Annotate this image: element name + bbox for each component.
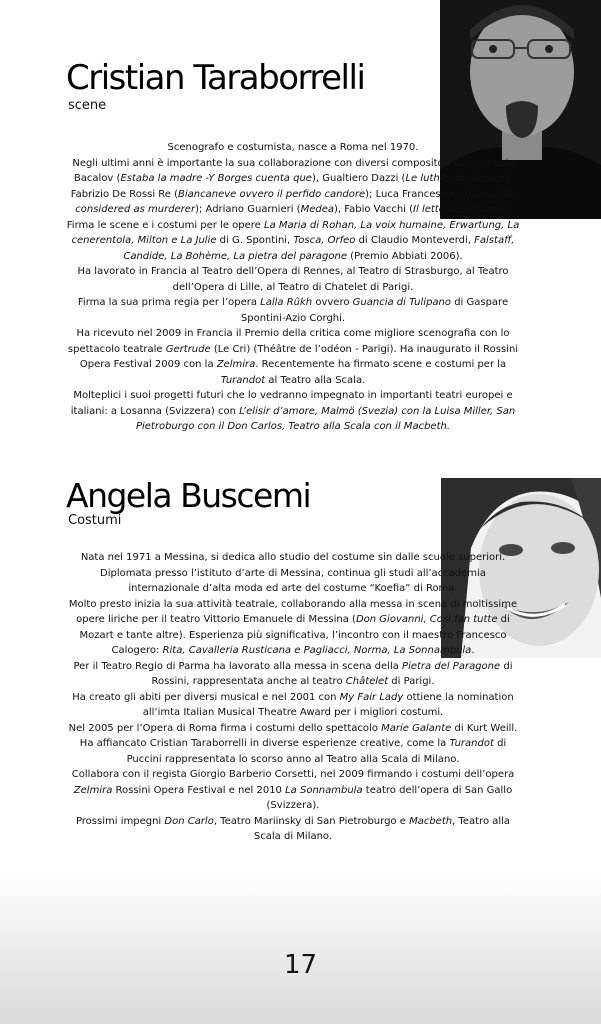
bio-paragraph (66, 814, 520, 845)
bio-paragraph (66, 767, 520, 814)
work-title: Gertrude (165, 343, 211, 355)
bio-text: Collabora con il regista Giorgio Barberio Corsetti, nel 2009 firmando i costumi dell’opera (71, 769, 515, 780)
bio-text: , Teatro Mariinsky di San Pietroburgo e (213, 815, 410, 827)
work-title: Rita, Cavalleria Rusticana e Pagliacci, Norma, La Sonnambula (162, 645, 472, 656)
bio-text: ), Fabio Vacchi ( (334, 204, 414, 215)
bio-text: (Le Cri) (Théâtre de l’odéon - Parigi). Ha inaugurato il Rossini Opera Festival 2009 con la (79, 343, 519, 370)
bio-text: Per il Teatro Regio di Parma ha lavorato alla messa in scena della (73, 660, 403, 672)
bio-paragraph (66, 736, 520, 767)
bio-text: Ha lavorato in Francia al Teatro dell’Opera di Rennes, al Teatro di Strasburgo, al Teatro dell’Opera di Lille, al Teatro di Chatelet di Parigi. (77, 266, 509, 293)
bio-text: di Gaspare Spontini-Azio Corghi. (240, 297, 509, 324)
bio-paragraph (66, 388, 520, 435)
work-title: L’elisir d’amore, Malmö (Svezia) con la Luisa Miller, San Pietroburgo con il Don Carlos, Teatro alla Scala con il Macbeth. (135, 405, 516, 432)
bio-text: (Premio Abbiati 2006). (347, 250, 463, 262)
bio-paragraph (66, 218, 520, 265)
bio-text: di Kurt Weill. (451, 722, 518, 734)
bio-text: ); Adriano Guarnieri ( (195, 204, 301, 215)
person-role: scene (68, 98, 107, 113)
bio-text: . (471, 645, 475, 656)
bio-text: Ha ricevuto nel 2009 in Francia il Premio della critica come migliore scenografia con lo spettacolo teatrale (67, 328, 510, 355)
biography-text (66, 140, 520, 435)
work-title: Il letto della storia (413, 204, 504, 215)
bio-text: Negli ultimi anni è importante la sua collaborazione con diversi compositori italiani: Luis Bacalov ( (72, 157, 514, 184)
bio-text: Prossimi impegni (75, 815, 165, 827)
bio-text: Molto presto inizia la sua attività teatrale, collaborando alla messa in scena di moltissime opere liriche per il teatro Vittorio Emanuele di Messina ( (68, 598, 518, 625)
work-title: Gesualdo considered as murderer (75, 188, 516, 215)
bio-text: Nata nel 1971 a Messina, si dedica allo studio del costume sin dalle scuole superiori. Diplomata presso l’istituto d’arte di Messina, continua gli studi all’accademia internazionale d’alta moda ed arte del costume “Koefia” di Roma. (80, 552, 506, 594)
work-title: Don Giovanni, Così fan tutte (355, 614, 498, 625)
work-title: Medea (300, 204, 335, 215)
bio-text: , Teatro alla Scala di Milano. (253, 815, 511, 842)
bio-text: di Mozart e tante altre). Esperienza più significativa, l’incontro con il maestro Francesco Calogero: (79, 614, 510, 656)
work-title: Biancaneve ovvero il perfido candore (178, 188, 366, 200)
bio-text: di Rossini, rappresentata anche al teatro (151, 660, 513, 687)
bio-text: ovvero (312, 297, 353, 308)
bio-text: Firma la sua prima regia per l’opera (77, 297, 261, 308)
bio-paragraph (66, 156, 520, 218)
person-name: Angela Buscemi (66, 476, 311, 515)
work-title: La Sonnambula (285, 784, 363, 796)
work-title: La Maria di Rohan, La voix humaine, Erwartung, La cenerentola, Milton e La Julie (71, 219, 520, 246)
bio-paragraph (66, 326, 520, 388)
bio-paragraph (66, 295, 520, 326)
biography-text (66, 550, 520, 845)
bio-text: Molteplici i suoi progetti futuri che lo vedranno impegnato in importanti teatri europei e italiani: a Losanna (Svizzera) con (70, 390, 513, 417)
bio-paragraph (66, 550, 520, 597)
person-role: Costumi (68, 513, 122, 528)
work-title: Turandot (220, 374, 266, 386)
work-title: Tosca, Orfeo (293, 235, 356, 246)
bio-text: ); Luca Francesconi ( (365, 188, 469, 200)
work-title: Pietra del Paragone (402, 660, 501, 672)
bio-text: teatro dell’opera di San Gallo (Svizzera). (266, 784, 513, 811)
person-name: Cristian Taraborrelli (66, 58, 365, 98)
work-title: Don Carlo (164, 815, 214, 827)
bio-text: Firma le scene e i costumi per le opere (66, 219, 265, 231)
work-title: Zelmira (216, 359, 256, 370)
work-title: Marie Galante (381, 722, 452, 734)
work-title: Macbeth (409, 815, 453, 827)
bio-text: Nel 2005 per l’Opera di Roma firma i costumi dello spettacolo (68, 722, 382, 734)
work-title: Turandot (449, 738, 494, 749)
page-number: 17 (283, 950, 318, 980)
work-title: Falstaff, Candide, La Bohème, La pietra del paragone (123, 235, 515, 262)
bio-text: al Teatro alla Scala. (265, 374, 366, 386)
bio-text: Ha affiancato Cristian Taraborrelli in diverse esperienze creative, come la (79, 738, 450, 749)
work-title: Lalla Rûkh (260, 297, 313, 308)
work-title: My Fair Lady (339, 691, 404, 703)
bio-text: ); Fabrizio De Rossi Re ( (70, 173, 513, 200)
bio-paragraph (66, 659, 520, 690)
work-title: Le luthier de Venice (405, 173, 505, 184)
bio-paragraph (66, 690, 520, 721)
bio-text: ottiene la nomination all’imta Italian Musical Theatre Award per i migliori costumi. (142, 691, 514, 718)
bio-paragraph (66, 264, 520, 295)
bio-text: Scenografo e costumista, nasce a Roma nel 1970. (167, 142, 419, 153)
bio-text: ), Gualtiero Dazzi ( (311, 173, 406, 184)
bio-text: . Recentemente ha firmato scene e costumi per la (255, 359, 507, 370)
work-title: Estaba la madre -Y Borges cuenta que (120, 173, 312, 184)
work-title: Guancia di Tulipano (352, 297, 452, 308)
work-title: Châtelet (345, 676, 389, 687)
bio-text: di Claudio Monteverdi, (355, 235, 475, 246)
bio-text: di G. Spontini, (216, 235, 294, 246)
bio-text: di Parigi. (388, 676, 435, 687)
bio-text: Ha creato gli abiti per diversi musical e nel 2001 con (72, 691, 340, 703)
bio-text: Rossini Opera Festival e nel 2010 (112, 784, 286, 796)
bio-paragraph (66, 140, 520, 156)
bio-text: ). (503, 204, 511, 215)
bio-text: di Puccini rappresentata lo scorso anno al Teatro alla Scala di Milano. (126, 738, 507, 765)
bio-paragraph (66, 721, 520, 737)
bio-paragraph (66, 597, 520, 659)
work-title: Zelmira (73, 784, 113, 796)
